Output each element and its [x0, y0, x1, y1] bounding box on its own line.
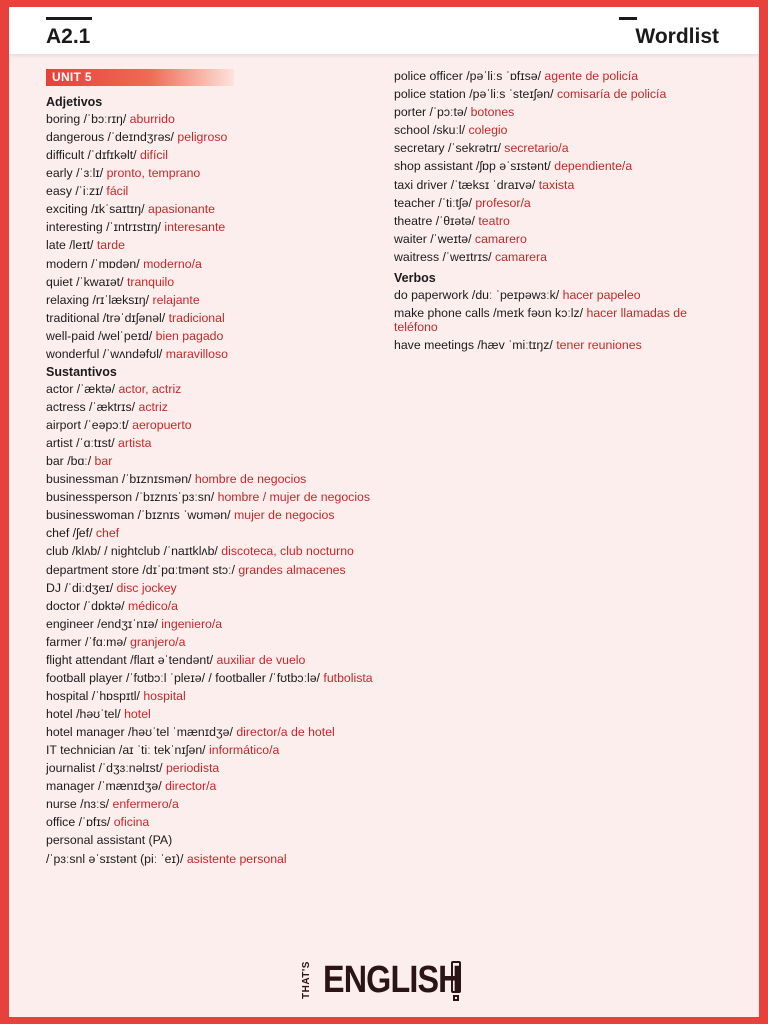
page-header [9, 7, 759, 54]
word-entry [46, 220, 381, 234]
english-term: waiter /ˈweɪtə/ [394, 231, 472, 246]
spanish-translation: artista [118, 436, 152, 451]
spanish-translation: teatro [478, 213, 510, 228]
english-term: flight attendant /flaɪt əˈtendənt/ [46, 652, 214, 667]
spanish-translation: director/a [165, 779, 217, 794]
word-entry [46, 544, 381, 558]
word-entry [46, 852, 381, 866]
word-entry [394, 178, 729, 192]
spanish-translation: médico/a [128, 598, 178, 613]
title-bar-decoration [619, 17, 637, 20]
spanish-translation: colegio [468, 123, 508, 138]
english-term: personal assistant (PA) [46, 833, 173, 848]
english-term: journalist /ˈdʒɜːnəlɪst/ [46, 761, 163, 776]
word-entry [46, 581, 381, 595]
word-entry [46, 599, 381, 613]
logo-exclamation-bar [451, 961, 461, 993]
word-entry [46, 689, 381, 703]
word-entry [46, 779, 381, 793]
spanish-translation: comisaría de policía [556, 87, 667, 102]
english-term: teacher /ˈtiːtʃə/ [394, 195, 472, 210]
spanish-translation: ingeniero/a [161, 616, 223, 631]
english-term: /ˈpɜːsnl əˈsɪstənt (piː ˈeɪ)/ [46, 851, 184, 866]
word-entry [394, 69, 729, 83]
spanish-translation: interesante [164, 220, 226, 235]
spanish-translation: aeropuerto [132, 418, 192, 432]
spanish-translation: informático/a [209, 743, 280, 758]
spanish-translation: hacer papeleo [562, 287, 641, 302]
english-term: manager /ˈmænɪdʒə/ [46, 779, 162, 794]
word-entry [46, 563, 381, 577]
english-term: shop assistant /ʃɒp əˈsɪstənt/ [394, 159, 551, 174]
spanish-translation: asistente personal [186, 851, 287, 866]
english-term: hospital /ˈhɒspɪtl/ [46, 688, 140, 703]
level-bar-decoration [46, 17, 92, 20]
word-entry [394, 159, 729, 173]
word-entry [394, 141, 729, 155]
english-term: actress /ˈæktrɪs/ [46, 399, 136, 414]
english-term: secretary /ˈsekrətrɪ/ [394, 141, 501, 156]
word-entry [46, 257, 381, 271]
word-entry [46, 275, 381, 289]
word-entry [394, 288, 729, 302]
spanish-translation: dependiente/a [554, 159, 633, 174]
spanish-translation: taxista [538, 177, 575, 192]
logo-exclamation-dot [453, 995, 459, 1001]
spanish-translation: botones [470, 105, 515, 120]
word-entry [46, 202, 381, 216]
spanish-translation: secretario/a [504, 141, 569, 156]
english-term: quiet /ˈkwaɪət/ [46, 274, 124, 289]
word-entry [394, 214, 729, 228]
english-term: dangerous /ˈdeɪndʒrəs/ [46, 130, 174, 145]
english-term: well-paid /welˈpeɪd/ [46, 328, 153, 343]
word-entry [394, 87, 729, 101]
spanish-translation: tener reuniones [556, 338, 642, 353]
word-entry [46, 707, 381, 721]
logo-small-text: THAT'S [301, 961, 312, 999]
word-entry [46, 382, 381, 396]
word-entry [46, 112, 381, 126]
spanish-translation: oficina [113, 815, 150, 830]
english-term: do paperwork /duː ˈpeɪpəwɜːk/ [394, 287, 560, 302]
word-entry [46, 436, 381, 450]
english-term: businessperson /ˈbɪznɪsˈpɜːsn/ [46, 490, 215, 505]
english-term: make phone calls /meɪk fəʊn kɔːlz/ [394, 306, 584, 321]
right-sections [394, 69, 729, 352]
word-entry [394, 338, 729, 352]
word-entry [46, 130, 381, 144]
spanish-translation: apasionante [147, 202, 215, 217]
spanish-translation: difícil [139, 148, 168, 163]
word-entry [394, 306, 729, 334]
spanish-translation: hotel [124, 707, 151, 721]
spanish-translation: agente de policía [544, 69, 639, 83]
word-entry [394, 105, 729, 119]
english-term: modern /ˈmɒdən/ [46, 256, 140, 271]
english-term: football player /ˈfʊtbɔːl ˈpleɪə/ / footballer /ˈfʊtbɔːlə/ [46, 670, 320, 685]
word-entry [394, 196, 729, 210]
english-term: bar /bɑː/ [46, 454, 92, 469]
english-term: boring /ˈbɔːrɪŋ/ [46, 112, 127, 126]
word-entry [46, 815, 381, 829]
spanish-translation: futbolista [323, 670, 373, 685]
word-entry [46, 311, 381, 325]
english-term: relaxing /rɪˈlæksɪŋ/ [46, 292, 150, 307]
spanish-translation: hombre de negocios [194, 472, 307, 487]
spanish-translation: chef [95, 526, 120, 541]
english-term: easy /ˈiːzɪ/ [46, 184, 103, 199]
english-term: taxi driver /ˈtæksɪ ˈdraɪvə/ [394, 177, 536, 192]
unit-tag: UNIT 5 [46, 69, 234, 86]
english-term: IT technician /aɪ ˈtiː tekˈnɪʃən/ [46, 743, 206, 758]
word-entry [46, 166, 381, 180]
page-title: Wordlist [635, 25, 719, 48]
english-term: wonderful /ˈwʌndəfʊl/ [46, 346, 163, 361]
english-term: nurse /nɜːs/ [46, 797, 110, 812]
spanish-translation: aburrido [129, 112, 175, 126]
section-heading: Adjetivos [46, 95, 103, 109]
word-entry [46, 743, 381, 757]
english-term: police station /pəˈliːs ˈsteɪʃən/ [394, 87, 554, 102]
english-term: difficult /ˈdɪfɪkəlt/ [46, 148, 137, 163]
word-entry [46, 184, 381, 198]
left-column [46, 69, 381, 870]
english-term: early /ˈɜːlɪ/ [46, 166, 104, 181]
word-entry [46, 148, 381, 162]
word-entry [46, 329, 381, 343]
spanish-translation: profesor/a [475, 195, 531, 210]
spanish-translation: relajante [152, 292, 200, 307]
word-entry [46, 293, 381, 307]
word-entry [46, 526, 381, 540]
spanish-translation: mujer de negocios [233, 508, 335, 523]
word-entry [46, 472, 381, 486]
english-term: engineer /endʒɪˈnɪə/ [46, 616, 158, 631]
spanish-translation: maravilloso [165, 346, 228, 361]
word-entry [394, 232, 729, 246]
spanish-translation: bien pagado [155, 328, 224, 343]
spanish-translation: actor, actriz [118, 381, 182, 396]
english-term: DJ /ˈdiːdʒeɪ/ [46, 580, 114, 595]
spanish-translation: tranquilo [126, 274, 175, 289]
word-entry [46, 725, 381, 739]
english-term: doctor /ˈdɒktə/ [46, 598, 125, 613]
english-term: exciting /ɪkˈsaɪtɪŋ/ [46, 202, 145, 217]
english-term: chef /ʃef/ [46, 526, 93, 541]
spanish-translation: director/a de hotel [236, 725, 335, 740]
spanish-translation: periodista [165, 761, 220, 776]
english-term: hotel /həʊˈtel/ [46, 707, 121, 721]
spanish-translation: hospital [143, 688, 186, 703]
english-term: actor /ˈæktə/ [46, 381, 116, 396]
english-term: school /skuːl/ [394, 123, 466, 138]
word-entry [46, 418, 381, 432]
word-entry [46, 400, 381, 414]
right-column [394, 69, 729, 356]
english-term: waitress /ˈweɪtrɪs/ [394, 249, 492, 264]
thats-english-logo [299, 957, 469, 1003]
spanish-translation: pronto, temprano [106, 166, 201, 181]
spanish-translation: hombre / mujer de negocios [217, 490, 371, 505]
english-term: airport /ˈeəpɔːt/ [46, 418, 129, 432]
word-entry [394, 123, 729, 137]
word-entry [46, 833, 381, 847]
spanish-translation: actriz [138, 399, 168, 414]
left-sections [46, 95, 381, 866]
english-term: late /leɪt/ [46, 238, 94, 253]
spanish-translation: peligroso [177, 130, 228, 145]
word-entry [46, 454, 381, 468]
english-term: businessman /ˈbɪznɪsmən/ [46, 472, 192, 487]
word-entry [46, 761, 381, 775]
spanish-translation: enfermero/a [112, 797, 179, 812]
english-term: interesting /ˈɪntrɪstɪŋ/ [46, 220, 161, 235]
word-entry [46, 508, 381, 522]
word-entry [46, 797, 381, 811]
english-term: police officer /pəˈliːs ˈɒfɪsə/ [394, 69, 541, 83]
english-term: department store /dɪˈpɑːtmənt stɔː/ [46, 562, 235, 577]
word-entry [46, 617, 381, 631]
word-entry [46, 347, 381, 361]
spanish-translation: discoteca, club nocturno [221, 544, 354, 559]
word-entry [46, 238, 381, 252]
level-label: A2.1 [46, 25, 91, 48]
english-term: theatre /ˈθɪətə/ [394, 213, 475, 228]
spanish-translation: camarero [474, 231, 527, 246]
english-term: businesswoman /ˈbɪznɪs ˈwʊmən/ [46, 508, 231, 523]
wordlist-page [9, 7, 759, 1017]
logo-big-text: ENGLISH [323, 959, 461, 1001]
spanish-translation: disc jockey [116, 580, 177, 595]
english-term: farmer /ˈfɑːmə/ [46, 634, 127, 649]
spanish-translation: tarde [96, 238, 125, 253]
spanish-translation: grandes almacenes [238, 562, 346, 577]
spanish-translation: moderno/a [143, 256, 202, 271]
word-entry [394, 250, 729, 264]
spanish-translation: hacer llamadas de teléfono [394, 306, 687, 335]
section-heading: Sustantivos [46, 364, 117, 379]
english-term: traditional /trəˈdɪʃənəl/ [46, 310, 166, 325]
word-entry [46, 490, 381, 504]
english-term: office /ˈɒfɪs/ [46, 815, 111, 830]
section-heading: Verbos [394, 270, 436, 285]
english-term: porter /ˈpɔːtə/ [394, 105, 468, 120]
english-term: hotel manager /həʊˈtel ˈmænɪdʒə/ [46, 725, 233, 740]
spanish-translation: auxiliar de vuelo [216, 652, 306, 667]
word-entry [46, 671, 381, 685]
spanish-translation: granjero/a [130, 634, 186, 649]
english-term: artist /ˈɑːtɪst/ [46, 436, 115, 451]
english-term: have meetings /hæv ˈmiːtɪŋz/ [394, 338, 553, 353]
word-entry [46, 653, 381, 667]
spanish-translation: tradicional [168, 310, 225, 325]
spanish-translation: camarera [495, 249, 547, 264]
spanish-translation: bar [94, 454, 113, 469]
spanish-translation: fácil [106, 184, 129, 199]
english-term: club /klʌb/ / nightclub /ˈnaɪtklʌb/ [46, 544, 218, 559]
word-entry [46, 635, 381, 649]
